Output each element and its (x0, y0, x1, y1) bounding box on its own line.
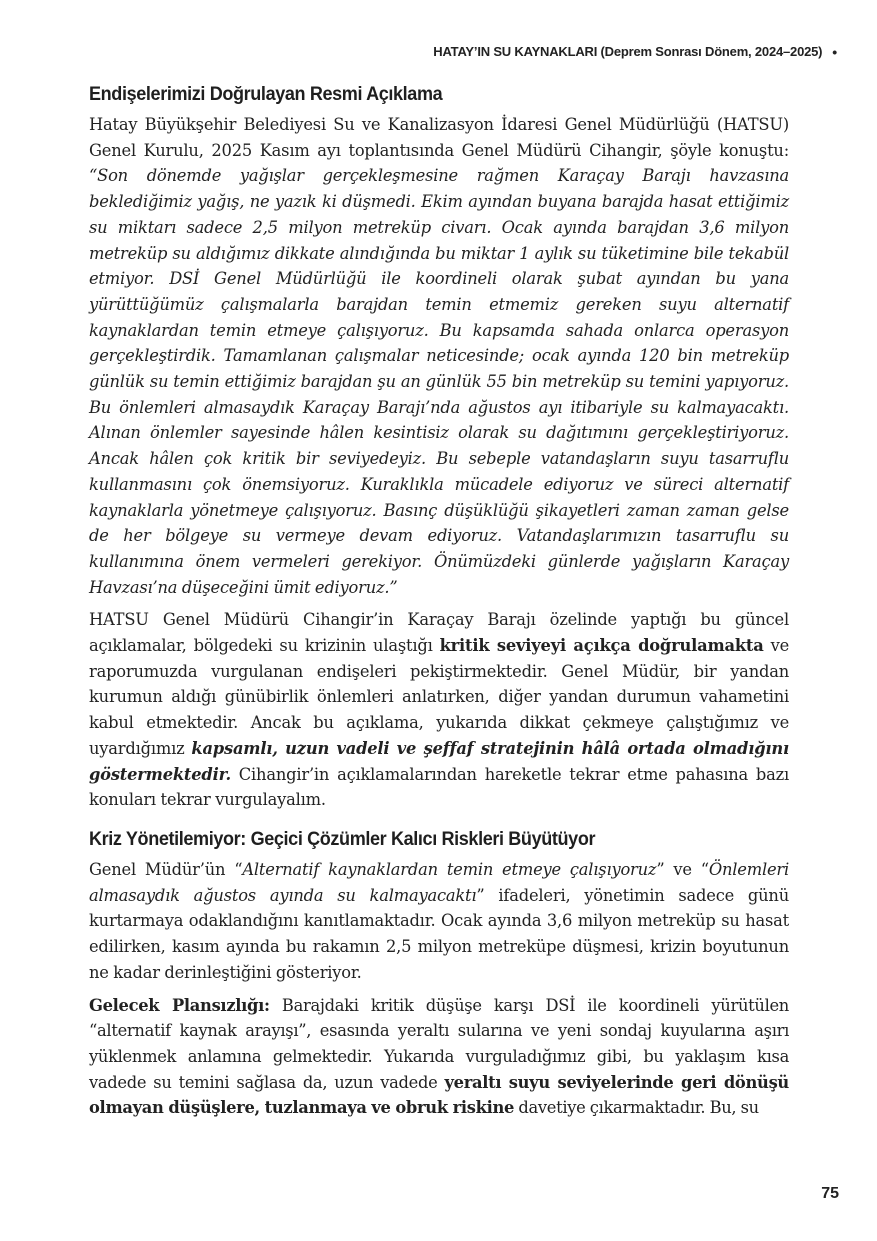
analysis-text-3: Cihangir’in açıklamalarından hareketle tekrar etme pahasına bazı konuları tekrar vurgulayalım. (89, 764, 789, 810)
crisis-text-3: ” ifadeleri, yönetimin sadece günü kurtarmaya odaklandığını kanıtlamaktadır. Ocak ayında 3,6 milyon metreküp su hasat edilirken, kasım ayında bu rakamın 2,5 milyon metreküpe düşmesi, krizin boyutunun ne kadar derinleştiğini gösteriyor. (89, 885, 789, 982)
crisis-italic-1: Alternatif kaynaklardan temin etmeye çalışıyoruz (242, 859, 657, 879)
crisis-text-1: Genel Müdür’ün “ (89, 859, 243, 879)
paragraph-crisis (89, 857, 789, 986)
statement-quote: “Son dönemde yağışlar gerçekleşmesine rağmen Karaçay Barajı havzasına beklediğimiz yağış, ne yazık ki düşmedi. Ekim ayından buyana barajda hasat ettiğimiz su miktarı sadece 2,5 milyon metreküp civarı. Ocak ayında barajdan 3,6 milyon metreküp su aldığımız dikkate alındığında bu miktar 1 aylık su tüketimine bile tekabül etmiyor. DSİ Genel Müdürlüğü ile koordineli olarak şubat ayından bu yana yürüttüğümüz çalışmalarla barajdan temin etmemiz gereken suyu alternatif kaynaklardan temin etmeye çalışıyoruz. Bu kapsamda sahada onlarca operasyon gerçekleştirdik. Tamamlanan çalışmalar neticesinde; ocak ayında 120 bin metreküp günlük su temin ettiğimiz barajdan şu an günlük 55 bin metreküp su temini yapıyoruz. Bu önlemleri almasaydık Karaçay Barajı’nda ağustos ayı itibariyle su kalmayacaktı. Alınan önlemler sayesinde hâlen kesintisiz olarak su dağıtımını gerçekleştiriyoruz. Ancak hâlen çok kritik bir seviyedeyiz. Bu sebeple vatandaşların suyu tasarruflu kullanmasını çok önemsiyoruz. Kuraklıkla mücadele ediyoruz ve süreci alternatif kaynaklarla yönetmeye çalışıyoruz. Basınç düşüklüğü şikayetleri zaman zaman gelse de her bölgeye su vermeye devam ediyoruz. Vatandaşlarımızın tasarruflu su kullanımına önem vermeleri gerekiyor. Önümüzdeki günlerde yağışların Karaçay Havzası’na düşeceğini ümit ediyoruz.” (89, 166, 789, 597)
future-text-1: Barajdaki kritik düşüşe karşı DSİ ile koordineli yürütülen “alternatif kaynak arayışı”, esasında yeraltı sularına ve yeni sondaj kuyularına aşırı yüklenmek anlamına gelmektedir. Yukarıda vurguladığımız gibi, bu yaklaşım kısa vadede su temini sağlasa da, uzun vadede (89, 995, 789, 1092)
paragraph-future-planning (89, 993, 789, 1122)
crisis-text-2: ” ve “ (656, 859, 709, 879)
future-planning-label: Gelecek Plansızlığı: (89, 995, 270, 1015)
page-number: 75 (821, 1185, 839, 1202)
analysis-text-2: ve raporumuzda vurgulanan endişeleri pekiştirmektedir. Genel Müdür, bir yandan kurumun aldığı günübirlik önlemleri anlatırken, diğer yandan durumun vahametini kabul etmektedir. Ancak bu açıklama, yukarıda dikkat çekmeye çalıştığımız ve uyardığımız (89, 636, 790, 758)
running-title: HATAY’IN SU KAYNAKLARI (Deprem Sonrası Dönem, 2024–2025) (433, 44, 823, 59)
running-header (433, 44, 837, 59)
analysis-bold-1: kritik seviyeyi açıkça doğrulamakta (439, 636, 764, 656)
statement-intro: Hatay Büyükşehir Belediyesi Su ve Kanalizasyon İdaresi Genel Müdürlüğü (HATSU) Genel Kurulu, 2025 Kasım ayı toplantısında Genel Müdürü Cihangir, şöyle konuştu: (89, 115, 789, 160)
paragraph-analysis (89, 607, 789, 813)
crisis-italic-2: Önlemleri almasaydık ağustos ayında su kalmayacaktı (89, 859, 789, 905)
analysis-text-1: HATSU Genel Müdürü Cihangir’in Karaçay Barajı özelinde yaptığı bu güncel açıklamalar, bölgedeki su krizinin ulaştığı (89, 610, 789, 656)
future-text-2: davetiye çıkarmaktadır. Bu, su (514, 1098, 759, 1118)
section-heading-official-statement: Endişelerimizi Doğrulayan Resmi Açıklama (89, 84, 443, 105)
analysis-bold-italic-text: kapsamlı, uzun vadeli ve şeffaf stratejinin hâlâ ortada olmadığını göstermektedir. (89, 738, 789, 784)
page-body (89, 84, 789, 1128)
header-bullet: • (832, 43, 837, 60)
future-bold-1: yeraltı suyu seviyelerinde geri dönüşü olmayan düşüşlere, tuzlanmaya ve obruk riskine (89, 1072, 789, 1118)
section-heading-crisis: Kriz Yönetilemiyor: Geçici Çözümler Kalıcı Riskleri Büyütüyor (89, 828, 596, 850)
paragraph-statement (89, 112, 789, 600)
